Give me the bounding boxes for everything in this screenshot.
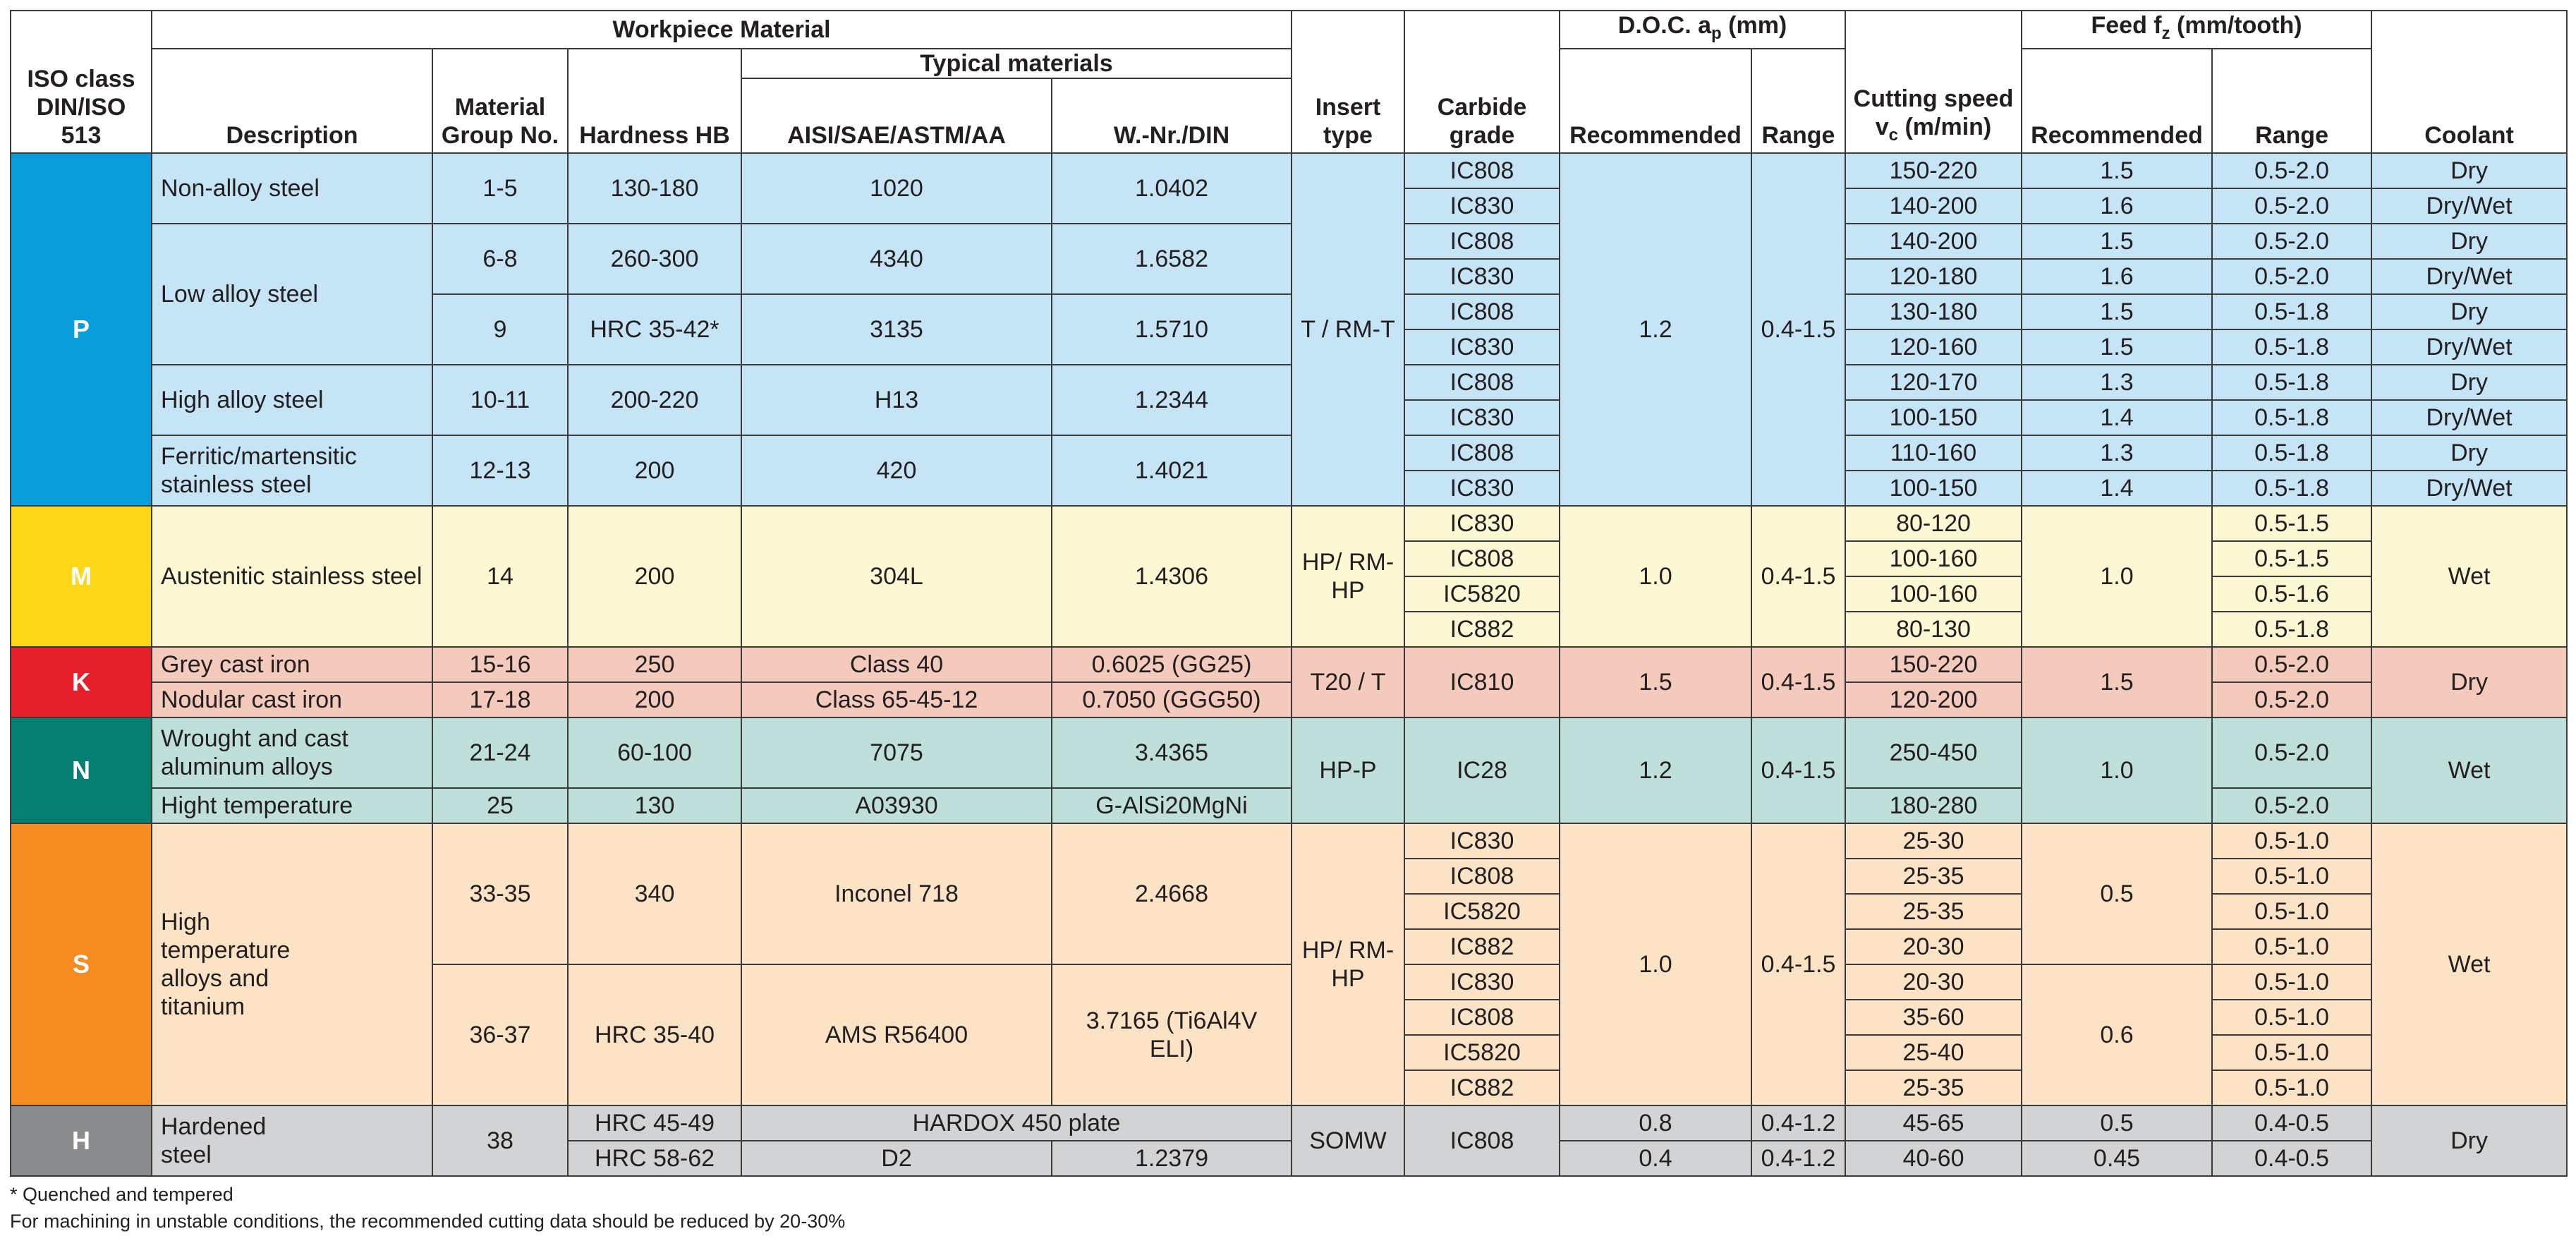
header-workpiece-material: Workpiece Material (152, 11, 1292, 49)
feed-range-cell: 0.5-1.0 (2212, 894, 2371, 929)
table-row (11, 506, 2567, 541)
feed-range-cell: 0.5-1.0 (2212, 1000, 2371, 1035)
material-group-cell: 21-24 (432, 717, 568, 788)
aisi-cell: A03930 (741, 788, 1052, 823)
table-row (11, 153, 2567, 188)
cutting-data-table (10, 10, 2568, 1177)
insert-type-cell: HP/ RM-HP (1292, 506, 1404, 647)
cutting-speed-cell: 150-220 (1845, 647, 2022, 682)
feed-range-cell: 0.5-1.0 (2212, 823, 2371, 859)
wnr-cell: 1.5710 (1052, 294, 1292, 365)
hardness-cell: 130 (568, 788, 741, 823)
feed-recommended-cell: 1.4 (2022, 400, 2212, 435)
iso-class-s: S (11, 823, 152, 1105)
material-group-cell: 10-11 (432, 365, 568, 435)
aisi-cell: 1020 (741, 153, 1052, 224)
hardness-cell: 200 (568, 506, 741, 647)
description-cell: High alloy steel (152, 365, 432, 435)
feed-recommended-cell: 1.3 (2022, 435, 2212, 471)
aisi-cell: Class 40 (741, 647, 1052, 682)
header-insert-type: Insert type (1292, 11, 1404, 153)
material-group-cell: 6-8 (432, 224, 568, 294)
carbide-grade-cell: IC5820 (1404, 1035, 1560, 1070)
iso-class-k: K (11, 647, 152, 717)
carbide-grade-cell: IC830 (1404, 964, 1560, 1000)
feed-recommended-cell: 1.5 (2022, 224, 2212, 259)
doc-recommended-cell: 1.5 (1560, 647, 1751, 717)
wnr-cell: 1.2344 (1052, 365, 1292, 435)
feed-range-cell: 0.4-0.5 (2212, 1141, 2371, 1176)
description-cell: Nodular cast iron (152, 682, 432, 717)
wnr-cell: 2.4668 (1052, 823, 1292, 964)
insert-type-cell: SOMW (1292, 1105, 1404, 1176)
wnr-cell: 3.4365 (1052, 717, 1292, 788)
coolant-cell: Dry (2371, 647, 2567, 717)
table-header (11, 11, 2567, 153)
feed-range-cell: 0.5-1.5 (2212, 541, 2371, 576)
doc-recommended-cell: 0.4 (1560, 1141, 1751, 1176)
feed-range-cell: 0.5-1.6 (2212, 576, 2371, 612)
feed-range-cell: 0.5-1.0 (2212, 964, 2371, 1000)
footnote-quenched: * Quenched and tempered (10, 1183, 233, 1205)
insert-type-cell: T20 / T (1292, 647, 1404, 717)
feed-recommended-cell: 0.6 (2022, 964, 2212, 1105)
material-group-cell: 25 (432, 788, 568, 823)
cutting-speed-cell: 140-200 (1845, 224, 2022, 259)
carbide-grade-cell: IC28 (1404, 717, 1560, 823)
description-cell: Low alloy steel (152, 224, 432, 365)
coolant-cell: Dry/Wet (2371, 471, 2567, 506)
doc-recommended-cell: 1.0 (1560, 506, 1751, 647)
header-feed-recommended: Recommended (2022, 49, 2212, 153)
coolant-cell: Dry (2371, 1105, 2567, 1176)
cutting-speed-cell: 35-60 (1845, 1000, 2022, 1035)
description-cell: High temperature alloys and titanium (152, 823, 432, 1105)
hardness-cell: 340 (568, 823, 741, 964)
hardness-cell: 250 (568, 647, 741, 682)
feed-range-cell: 0.5-2.0 (2212, 224, 2371, 259)
table-row (11, 823, 2567, 859)
coolant-cell: Dry (2371, 153, 2567, 188)
description-cell: Hardened steel (152, 1105, 432, 1176)
feed-recommended-cell: 1.4 (2022, 471, 2212, 506)
header-feed-range: Range (2212, 49, 2371, 153)
description-cell: Austenitic stainless steel (152, 506, 432, 647)
aisi-cell: AMS R56400 (741, 964, 1052, 1105)
doc-range-cell: 0.4-1.5 (1751, 717, 1845, 823)
carbide-grade-cell: IC830 (1404, 188, 1560, 224)
material-group-cell: 33-35 (432, 823, 568, 964)
doc-recommended-cell: 0.8 (1560, 1105, 1751, 1141)
carbide-grade-cell: IC810 (1404, 647, 1560, 717)
feed-recommended-cell: 1.6 (2022, 188, 2212, 224)
hardness-cell: 60-100 (568, 717, 741, 788)
feed-recommended-cell: 1.3 (2022, 365, 2212, 400)
header-hardness: Hardness HB (568, 49, 741, 153)
coolant-cell: Dry/Wet (2371, 329, 2567, 365)
doc-range-cell: 0.4-1.5 (1751, 647, 1845, 717)
table-row (11, 224, 2567, 259)
cutting-speed-cell: 80-120 (1845, 506, 2022, 541)
iso-class-n: N (11, 717, 152, 823)
coolant-cell: Dry/Wet (2371, 259, 2567, 294)
carbide-grade-cell: IC882 (1404, 612, 1560, 647)
coolant-cell: Dry/Wet (2371, 400, 2567, 435)
header-typical-materials: Typical materials (741, 49, 1292, 78)
aisi-cell: H13 (741, 365, 1052, 435)
aisi-cell: 304L (741, 506, 1052, 647)
hardness-cell: 200 (568, 682, 741, 717)
cutting-speed-cell: 20-30 (1845, 929, 2022, 964)
feed-range-cell: 0.5-1.8 (2212, 471, 2371, 506)
header-wnr: W.-Nr./DIN (1052, 78, 1292, 153)
feed-range-cell: 0.5-2.0 (2212, 153, 2371, 188)
hardness-cell: HRC 45-49 (568, 1105, 741, 1141)
carbide-grade-cell: IC808 (1404, 224, 1560, 259)
cutting-speed-cell: 100-150 (1845, 400, 2022, 435)
cutting-speed-cell: 20-30 (1845, 964, 2022, 1000)
carbide-grade-cell: IC830 (1404, 329, 1560, 365)
cutting-speed-cell: 150-220 (1845, 153, 2022, 188)
wnr-cell: G-AlSi20MgNi (1052, 788, 1292, 823)
header-material-group: Material Group No. (432, 49, 568, 153)
feed-recommended-cell: 1.5 (2022, 329, 2212, 365)
aisi-cell: 3135 (741, 294, 1052, 365)
cutting-speed-cell: 120-200 (1845, 682, 2022, 717)
description-cell: Grey cast iron (152, 647, 432, 682)
doc-recommended-cell: 1.2 (1560, 153, 1751, 506)
carbide-grade-cell: IC808 (1404, 435, 1560, 471)
doc-range-cell: 0.4-1.5 (1751, 823, 1845, 1105)
cutting-speed-cell: 45-65 (1845, 1105, 2022, 1141)
carbide-grade-cell: IC808 (1404, 541, 1560, 576)
aisi-cell: 420 (741, 435, 1052, 506)
cutting-speed-cell: 110-160 (1845, 435, 2022, 471)
material-group-cell: 14 (432, 506, 568, 647)
carbide-grade-cell: IC830 (1404, 471, 1560, 506)
cutting-speed-cell: 120-170 (1845, 365, 2022, 400)
carbide-grade-cell: IC830 (1404, 823, 1560, 859)
carbide-grade-cell: IC882 (1404, 1070, 1560, 1105)
feed-range-cell: 0.5-2.0 (2212, 788, 2371, 823)
header-doc: D.O.C. $a_p$ (mm) (1560, 11, 1845, 49)
description-cell: Hight temperature (152, 788, 432, 823)
cutting-speed-cell: 40-60 (1845, 1141, 2022, 1176)
carbide-grade-cell: IC808 (1404, 294, 1560, 329)
cutting-speed-cell: 80-130 (1845, 612, 2022, 647)
feed-range-cell: 0.5-1.8 (2212, 294, 2371, 329)
feed-range-cell: 0.5-1.8 (2212, 400, 2371, 435)
header-iso-class: ISO class DIN/ISO 513 (11, 11, 152, 153)
carbide-grade-cell: IC830 (1404, 400, 1560, 435)
feed-range-cell: 0.5-2.0 (2212, 682, 2371, 717)
header-carbide-grade: Carbide grade (1404, 11, 1560, 153)
material-group-cell: 1-5 (432, 153, 568, 224)
cutting-speed-cell: 25-35 (1845, 1070, 2022, 1105)
feed-recommended-cell: 1.6 (2022, 259, 2212, 294)
feed-range-cell: 0.5-1.8 (2212, 329, 2371, 365)
footnote-unstable-conditions: For machining in unstable conditions, the recommended cutting data should be reduced by 20-30% (10, 1210, 846, 1232)
carbide-grade-cell: IC808 (1404, 1000, 1560, 1035)
feed-range-cell: 0.5-1.5 (2212, 506, 2371, 541)
aisi-cell: Inconel 718 (741, 823, 1052, 964)
cutting-speed-cell: 25-35 (1845, 894, 2022, 929)
description-cell: Wrought and cast aluminum alloys (152, 717, 432, 788)
wnr-cell: 3.7165 (Ti6Al4V ELI) (1052, 964, 1292, 1105)
table-row (11, 717, 2567, 788)
table-row (11, 365, 2567, 400)
cutting-speed-cell: 25-40 (1845, 1035, 2022, 1070)
coolant-cell: Dry (2371, 365, 2567, 400)
doc-range-cell: 0.4-1.5 (1751, 506, 1845, 647)
aisi-cell: D2 (741, 1141, 1052, 1176)
cutting-speed-cell: 100-160 (1845, 541, 2022, 576)
coolant-cell: Dry/Wet (2371, 188, 2567, 224)
header-description: Description (152, 49, 432, 153)
description-cell: Non-alloy steel (152, 153, 432, 224)
feed-range-cell: 0.5-2.0 (2212, 259, 2371, 294)
insert-type-cell: HP-P (1292, 717, 1404, 823)
table-row (11, 1105, 2567, 1141)
hardness-cell: 200-220 (568, 365, 741, 435)
hardness-cell: HRC 58-62 (568, 1141, 741, 1176)
feed-range-cell: 0.5-2.0 (2212, 717, 2371, 788)
material-group-cell: 12-13 (432, 435, 568, 506)
footnotes (10, 1181, 2566, 1235)
coolant-cell: Dry (2371, 294, 2567, 329)
insert-type-cell: HP/ RM-HP (1292, 823, 1404, 1105)
feed-recommended-cell: 1.5 (2022, 153, 2212, 188)
doc-range-cell: 0.4-1.2 (1751, 1141, 1845, 1176)
description-cell: Ferritic/martensitic stainless steel (152, 435, 432, 506)
cutting-speed-cell: 130-180 (1845, 294, 2022, 329)
hardness-cell: HRC 35-40 (568, 964, 741, 1105)
hardness-cell: 130-180 (568, 153, 741, 224)
carbide-grade-cell: IC808 (1404, 153, 1560, 188)
coolant-cell: Wet (2371, 717, 2567, 823)
doc-range-cell: 0.4-1.2 (1751, 1105, 1845, 1141)
wnr-cell: 0.7050 (GGG50) (1052, 682, 1292, 717)
aisi-cell: Class 65-45-12 (741, 682, 1052, 717)
wnr-cell: 0.6025 (GG25) (1052, 647, 1292, 682)
insert-type-cell: T / RM-T (1292, 153, 1404, 506)
table-row (11, 435, 2567, 471)
typical-material-cell: HARDOX 450 plate (741, 1105, 1292, 1141)
iso-class-h: H (11, 1105, 152, 1176)
feed-range-cell: 0.5-1.0 (2212, 929, 2371, 964)
cutting-speed-cell: 180-280 (1845, 788, 2022, 823)
coolant-cell: Wet (2371, 823, 2567, 1105)
coolant-cell: Dry (2371, 435, 2567, 471)
iso-class-m: M (11, 506, 152, 647)
wnr-cell: 1.6582 (1052, 224, 1292, 294)
header-doc-range: Range (1751, 49, 1845, 153)
wnr-cell: 1.2379 (1052, 1141, 1292, 1176)
carbide-grade-cell: IC5820 (1404, 576, 1560, 612)
feed-range-cell: 0.5-2.0 (2212, 647, 2371, 682)
carbide-grade-cell: IC882 (1404, 929, 1560, 964)
wnr-cell: 1.4306 (1052, 506, 1292, 647)
cutting-speed-cell: 25-35 (1845, 859, 2022, 894)
feed-recommended-cell: 1.0 (2022, 506, 2212, 647)
doc-recommended-cell: 1.2 (1560, 717, 1751, 823)
header-feed: Feed $f_z$ (mm/tooth) (2022, 11, 2371, 49)
hardness-cell: 260-300 (568, 224, 741, 294)
carbide-grade-cell: IC808 (1404, 859, 1560, 894)
table-row (11, 647, 2567, 682)
aisi-cell: 7075 (741, 717, 1052, 788)
hardness-cell: HRC 35-42* (568, 294, 741, 365)
hardness-cell: 200 (568, 435, 741, 506)
cutting-speed-cell: 140-200 (1845, 188, 2022, 224)
material-group-cell: 17-18 (432, 682, 568, 717)
feed-range-cell: 0.5-1.0 (2212, 859, 2371, 894)
material-group-cell: 15-16 (432, 647, 568, 682)
carbide-grade-cell: IC808 (1404, 365, 1560, 400)
cutting-speed-cell: 120-180 (1845, 259, 2022, 294)
aisi-cell: 4340 (741, 224, 1052, 294)
coolant-cell: Dry (2371, 224, 2567, 259)
iso-class-p: P (11, 153, 152, 506)
carbide-grade-cell: IC808 (1404, 1105, 1560, 1176)
feed-recommended-cell: 1.0 (2022, 717, 2212, 823)
material-group-cell: 9 (432, 294, 568, 365)
feed-recommended-cell: 0.5 (2022, 1105, 2212, 1141)
header-doc-recommended: Recommended (1560, 49, 1751, 153)
table-body (11, 153, 2567, 1176)
feed-recommended-cell: 0.5 (2022, 823, 2212, 964)
header-aisi: AISI/SAE/ASTM/AA (741, 78, 1052, 153)
cutting-speed-cell: 120-160 (1845, 329, 2022, 365)
doc-recommended-cell: 1.0 (1560, 823, 1751, 1105)
wnr-cell: 1.4021 (1052, 435, 1292, 506)
feed-recommended-cell: 0.45 (2022, 1141, 2212, 1176)
carbide-grade-cell: IC830 (1404, 259, 1560, 294)
feed-recommended-cell: 1.5 (2022, 294, 2212, 329)
feed-range-cell: 0.5-2.0 (2212, 188, 2371, 224)
feed-range-cell: 0.5-1.0 (2212, 1035, 2371, 1070)
feed-range-cell: 0.5-1.8 (2212, 612, 2371, 647)
feed-range-cell: 0.5-1.8 (2212, 365, 2371, 400)
feed-range-cell: 0.5-1.0 (2212, 1070, 2371, 1105)
wnr-cell: 1.0402 (1052, 153, 1292, 224)
feed-range-cell: 0.4-0.5 (2212, 1105, 2371, 1141)
cutting-data-document (10, 10, 2566, 1235)
feed-recommended-cell: 1.5 (2022, 647, 2212, 717)
doc-range-cell: 0.4-1.5 (1751, 153, 1845, 506)
coolant-cell: Wet (2371, 506, 2567, 647)
cutting-speed-cell: 250-450 (1845, 717, 2022, 788)
header-cutting-speed: Cutting speed $v_c$ (m/min) (1845, 11, 2022, 153)
feed-range-cell: 0.5-1.8 (2212, 435, 2371, 471)
cutting-speed-cell: 25-30 (1845, 823, 2022, 859)
carbide-grade-cell: IC5820 (1404, 894, 1560, 929)
material-group-cell: 38 (432, 1105, 568, 1176)
material-group-cell: 36-37 (432, 964, 568, 1105)
carbide-grade-cell: IC830 (1404, 506, 1560, 541)
cutting-speed-cell: 100-150 (1845, 471, 2022, 506)
header-coolant: Coolant (2371, 11, 2567, 153)
cutting-speed-cell: 100-160 (1845, 576, 2022, 612)
